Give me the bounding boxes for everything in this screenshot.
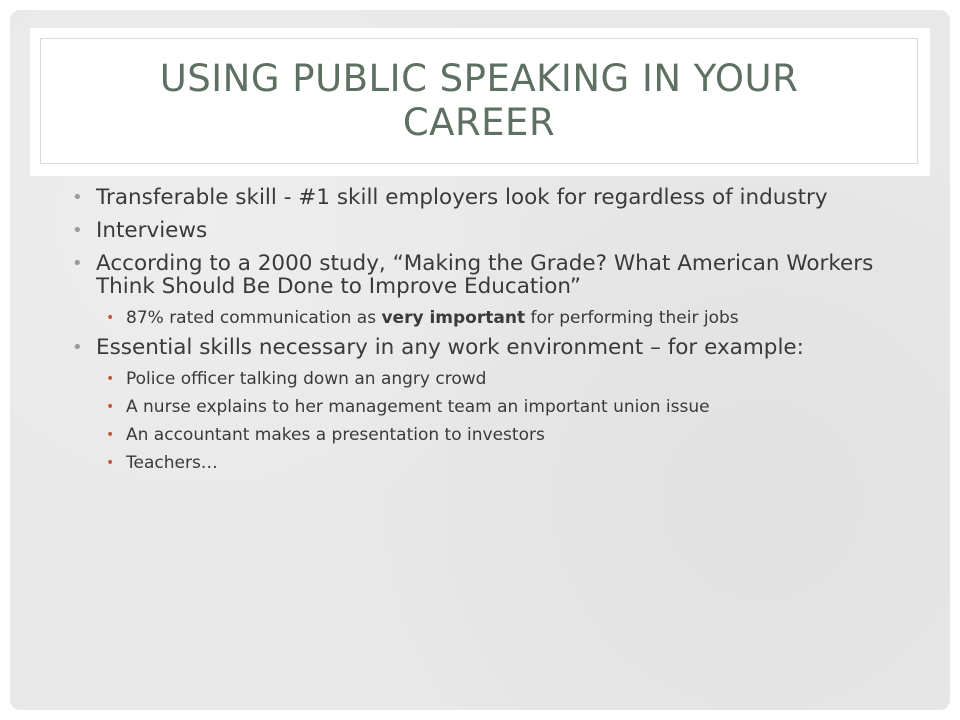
bullet-item [72, 336, 912, 359]
bullet-dot-icon: • [72, 253, 83, 274]
sub-bullet-dot-icon: • [106, 310, 115, 326]
sub-bullet-text-bold: very important [381, 308, 526, 328]
sub-bullet-text: Teachers… [126, 453, 218, 473]
sub-bullet-text: A nurse explains to her management team an important union issue [126, 397, 710, 417]
sub-bullet-item [72, 369, 912, 389]
bullet-text: Interviews [96, 218, 208, 243]
sub-bullet-item [72, 308, 912, 328]
sub-bullet-text-pre: 87% rated communication as [126, 308, 382, 328]
title-box [30, 28, 930, 176]
sub-bullet-item [72, 397, 912, 417]
sub-bullet-text-post: for performing their jobs [525, 308, 739, 328]
bullet-list [72, 186, 912, 481]
bullet-item [72, 186, 912, 209]
bullet-dot-icon: • [72, 337, 83, 358]
bullet-text: Transferable skill - #1 skill employers look for regardless of industry [96, 185, 828, 210]
sub-bullet-text: An accountant makes a presentation to investors [126, 425, 545, 445]
sub-bullet-dot-icon: • [106, 371, 115, 387]
bullet-item [72, 219, 912, 242]
bullet-text: According to a 2000 study, “Making the Grade? What American Workers Think Should Be Done to Improve Education” [96, 251, 874, 299]
title-frame [40, 38, 918, 164]
sub-bullet-item [72, 453, 912, 473]
bullet-text: Essential skills necessary in any work environment – for example: [96, 335, 804, 360]
sub-bullet-dot-icon: • [106, 399, 115, 415]
bullet-dot-icon: • [72, 220, 83, 241]
bullet-dot-icon: • [72, 187, 83, 208]
slide [10, 10, 950, 710]
sub-bullet-dot-icon: • [106, 455, 115, 471]
slide-title: USING PUBLIC SPEAKING IN YOUR CAREER [159, 57, 799, 144]
bullet-item [72, 252, 912, 298]
sub-bullet-text: Police officer talking down an angry crowd [126, 369, 487, 389]
sub-bullet-dot-icon: • [106, 427, 115, 443]
sub-bullet-item [72, 425, 912, 445]
